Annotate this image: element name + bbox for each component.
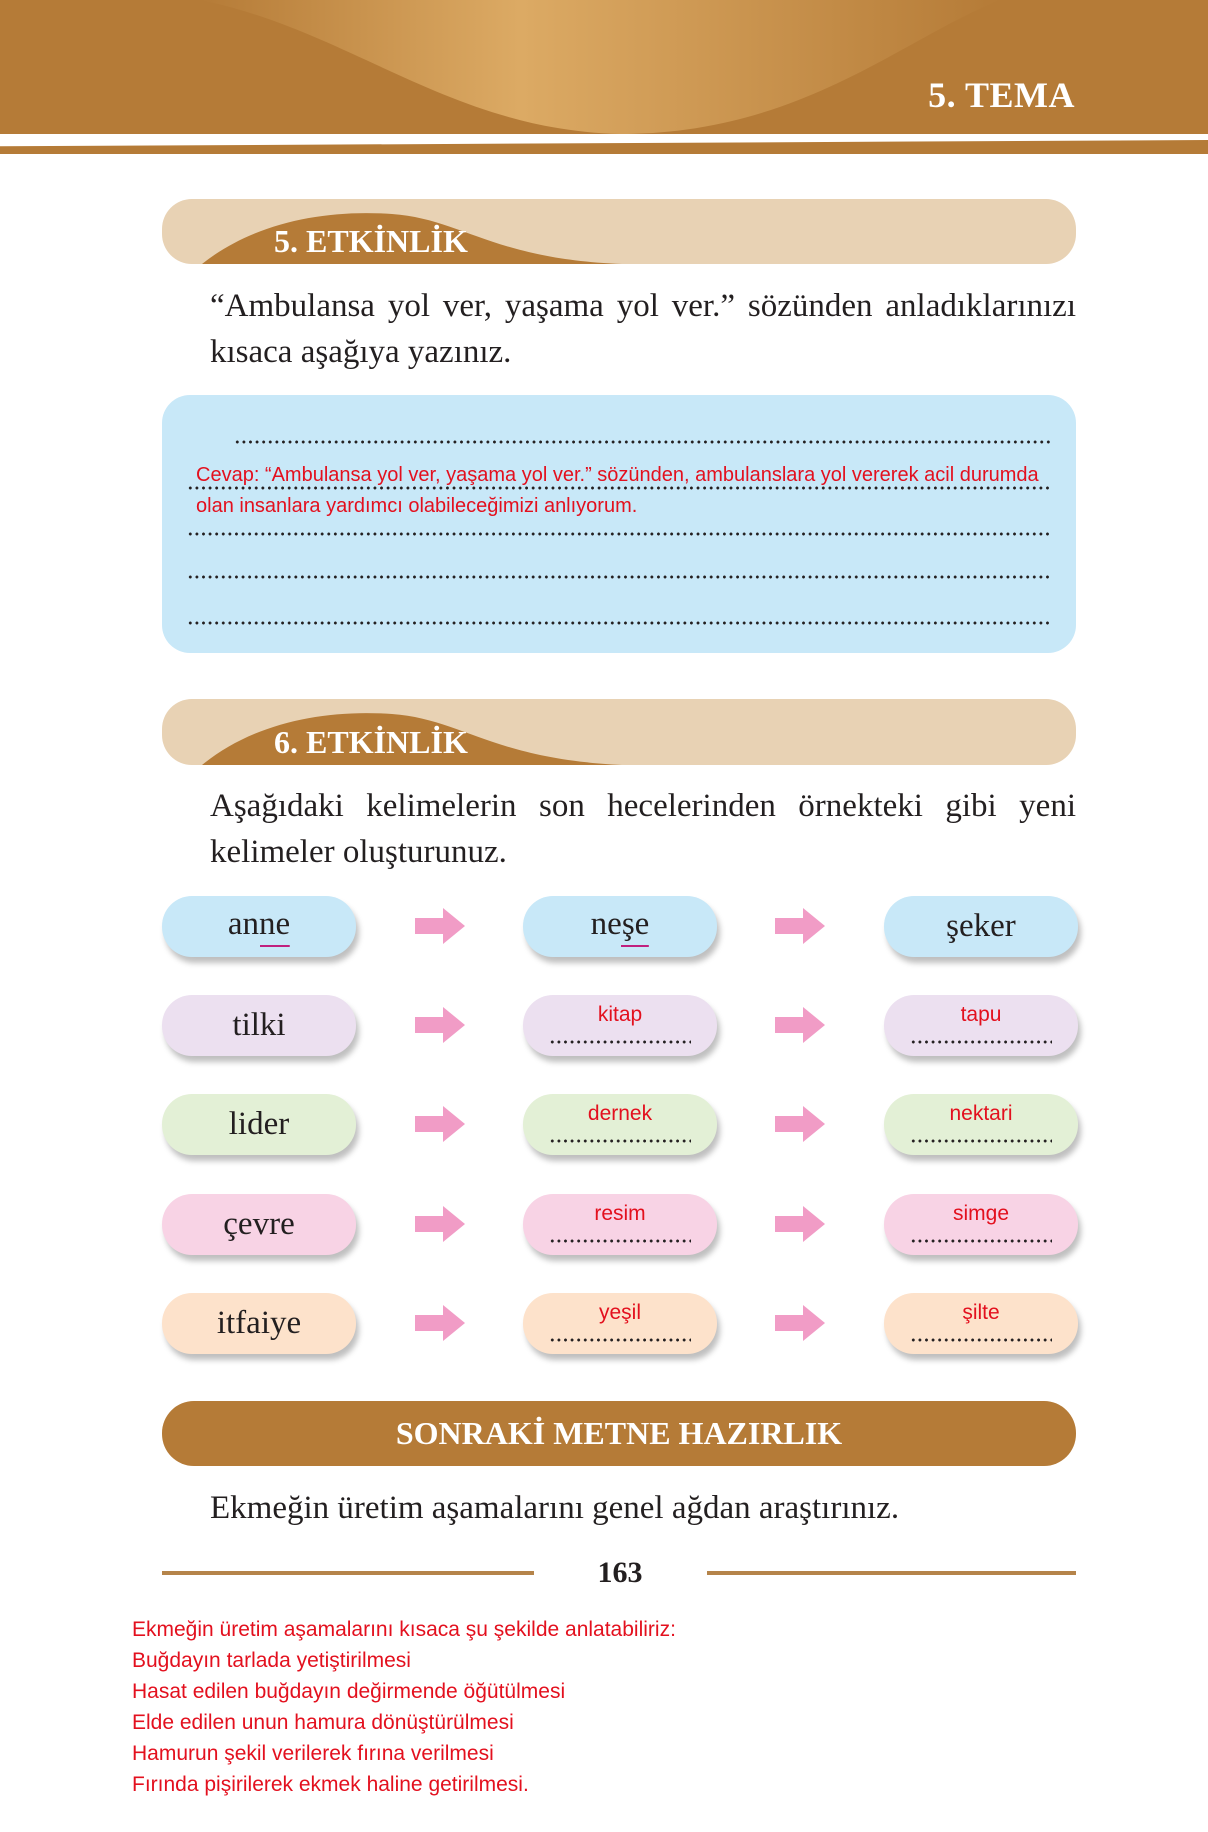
- next-text-prompt: Ekmeğin üretim aşamalarını genel ağdan araştırınız.: [210, 1490, 900, 1526]
- header-band: [0, 0, 1208, 134]
- example-word: anne: [228, 906, 290, 947]
- arrow-right-icon: [415, 1305, 465, 1341]
- arrow-right-icon: [775, 1206, 825, 1242]
- word-pill[interactable]: [523, 1293, 717, 1354]
- note-line: Ekmeğin üretim aşamalarını kısaca şu şekilde anlatabiliriz:: [132, 1618, 676, 1641]
- header-stripe: [0, 140, 1208, 154]
- footer-rule-left: [162, 1571, 534, 1575]
- fill-in-dots: [549, 1338, 691, 1342]
- arrow-right-icon: [415, 1007, 465, 1043]
- page-number: 163: [597, 1556, 643, 1589]
- arrow-right-icon: [415, 1206, 465, 1242]
- answer-line: [187, 575, 1052, 579]
- answer-box[interactable]: [162, 395, 1076, 653]
- fill-in-dots: [549, 1139, 691, 1143]
- note-line: Hasat edilen buğdayın değirmende öğütülmesi: [132, 1680, 566, 1703]
- word-pill: [162, 896, 356, 957]
- word-pill[interactable]: [884, 995, 1078, 1056]
- given-word: tilki: [232, 1007, 286, 1043]
- note-line: Fırında pişirilerek ekmek haline getirilmesi.: [132, 1773, 529, 1796]
- activity6-title: 6. ETKİNLİK: [274, 724, 468, 760]
- arrow-right-icon: [775, 1305, 825, 1341]
- answer-word: nektari: [949, 1102, 1013, 1125]
- note-line: Elde edilen unun hamura dönüştürülmesi: [132, 1711, 514, 1734]
- word-pill[interactable]: [523, 1094, 717, 1155]
- activity5-header: [162, 199, 1076, 264]
- fill-in-dots: [910, 1239, 1052, 1243]
- handwritten-answer: Cevap: “Ambulansa yol ver, yaşama yol ver.” sözünden, ambulanslara yol vererek acil durumda olan insanlara yardımcı olabileceğimizi anlıyorum.: [196, 464, 1039, 517]
- footer-rule-right: [707, 1571, 1076, 1575]
- answer-word: tapu: [960, 1003, 1002, 1026]
- answer-word: resim: [594, 1202, 646, 1225]
- activity5-prompt: “Ambulansa yol ver, yaşama yol ver.” sözünden anladıklarınızı kısaca aşağıya yazınız.: [210, 288, 1076, 370]
- arrow-right-icon: [775, 908, 825, 944]
- answer-word: yeşil: [598, 1301, 641, 1324]
- word-pill: [162, 1094, 356, 1155]
- answer-word: dernek: [587, 1102, 653, 1125]
- word-pill: [884, 896, 1078, 957]
- fill-in-dots: [910, 1139, 1052, 1143]
- given-word: çevre: [223, 1206, 295, 1242]
- activity6-prompt: Aşağıdaki kelimelerin son hecelerinden örnekteki gibi yeni kelimeler oluşturunuz.: [210, 788, 1076, 870]
- word-pill: [162, 1194, 356, 1255]
- word-pill: [523, 896, 717, 957]
- next-text-prep-header: SONRAKİ METNE HAZIRLIK: [162, 1401, 1076, 1466]
- answer-word: kitap: [597, 1003, 643, 1026]
- example-word: neşe: [591, 906, 650, 947]
- fill-in-dots: [910, 1338, 1052, 1342]
- answer-word: şilte: [962, 1301, 1000, 1324]
- word-pill[interactable]: [884, 1094, 1078, 1155]
- word-pill: [162, 1293, 356, 1354]
- word-pill: [162, 995, 356, 1056]
- activity6-header: [162, 699, 1076, 765]
- given-word: lider: [228, 1106, 290, 1142]
- handwritten-notes: [132, 1614, 676, 1800]
- word-pill[interactable]: [884, 1194, 1078, 1255]
- arrow-right-icon: [415, 908, 465, 944]
- arrow-right-icon: [775, 1106, 825, 1142]
- answer-word: simge: [952, 1202, 1010, 1225]
- fill-in-dots: [549, 1040, 691, 1044]
- example-word: şeker: [946, 908, 1016, 944]
- word-pill[interactable]: [884, 1293, 1078, 1354]
- arrow-right-icon: [775, 1007, 825, 1043]
- word-pill[interactable]: [523, 995, 717, 1056]
- fill-in-dots: [549, 1239, 691, 1243]
- answer-line: [187, 532, 1052, 536]
- given-word: itfaiye: [216, 1305, 302, 1341]
- answer-line: [187, 621, 1052, 625]
- theme-title: 5. TEMA: [928, 75, 1075, 115]
- note-line: Buğdayın tarlada yetiştirilmesi: [132, 1649, 411, 1672]
- arrow-right-icon: [415, 1106, 465, 1142]
- answer-line: [234, 440, 1052, 444]
- word-pill[interactable]: [523, 1194, 717, 1255]
- activity5-title: 5. ETKİNLİK: [274, 223, 468, 259]
- fill-in-dots: [910, 1040, 1052, 1044]
- note-line: Hamurun şekil verilerek fırına verilmesi: [132, 1742, 494, 1765]
